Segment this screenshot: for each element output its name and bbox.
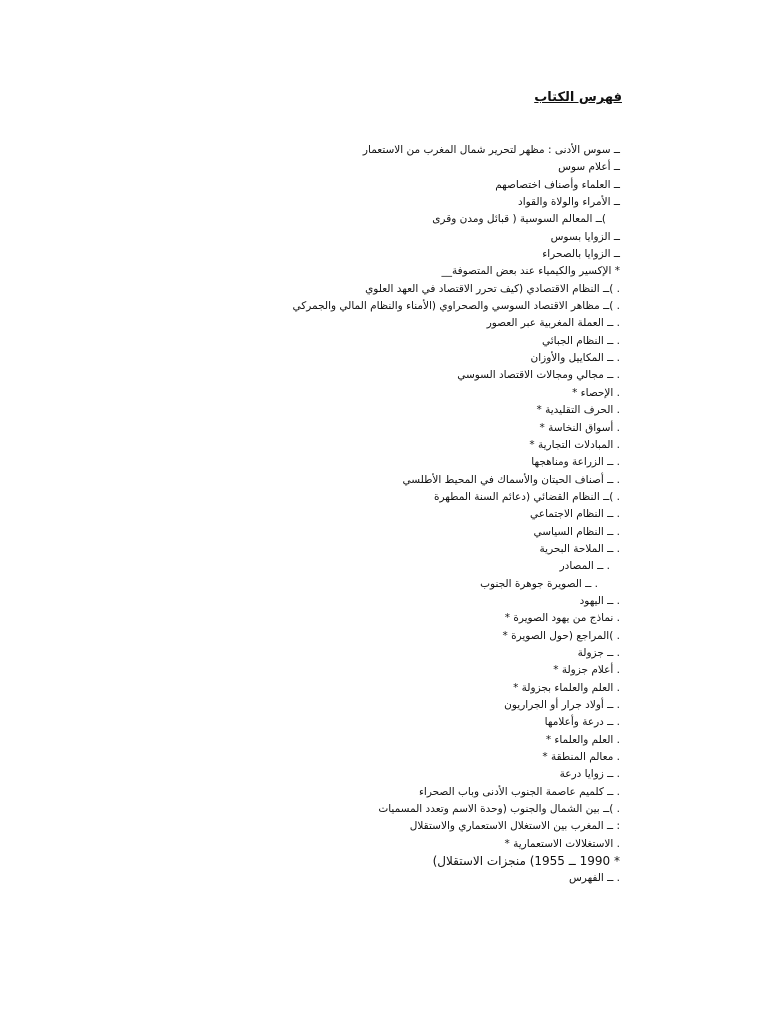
toc-entry: . ــ النظام الجبائي [541, 334, 620, 347]
toc-entry: ــ العلماء وأصناف اختصاصهم [495, 178, 620, 191]
toc-entry: * الإكسير والكيمياء عند بعض المتصوفة__ [441, 265, 620, 278]
toc-entry: . )المراجع (حول الصويرة * [502, 629, 620, 642]
toc-entry: . ــ الفهرس [568, 872, 620, 885]
toc-entry: . ــ العملة المغربية عبر العصور [486, 317, 620, 330]
toc-entry: ــ الأمراء والولاة والقواد [518, 196, 620, 209]
toc-entry: . العلم والعلماء * [545, 733, 620, 746]
toc-entry: . أعلام جزولة * [553, 664, 620, 677]
toc-entry: . ــ جزولة [577, 646, 620, 659]
toc-entry: . ــ النظام السياسي [533, 525, 620, 538]
toc-entry: * 1990 ــ 1955) منجزات الاستقلال) [432, 854, 620, 869]
toc-entry: . ــ الصويرة جوهرة الجنوب [480, 577, 598, 590]
toc-entry: . ــ زوايا درعة [559, 768, 620, 781]
toc-entry: . العلم والعلماء بجزولة * [513, 681, 620, 694]
toc-entry: . )ــ النظام القضائي (دعائم السنة المطهرة [434, 490, 620, 503]
toc-entry: . ــ أصناف الحيتان والأسماك في المحيط الأطلسي [402, 473, 620, 486]
toc-entry: . الحرف التقليدية * [536, 404, 620, 417]
toc-entry: . ــ المكاييل والأوزان [530, 352, 620, 365]
toc-entry: . نماذج من يهود الصويرة * [504, 612, 620, 625]
toc-entry: . أسواق النخاسة * [539, 421, 620, 434]
toc-entry: . ــ مجالي ومجالات الاقتصاد السوسي [457, 369, 620, 382]
toc-entry: . المبادلات التجارية * [529, 438, 620, 451]
toc-entry: . الاستغلالات الاستعمارية * [504, 837, 620, 850]
table-of-contents [100, 142, 620, 888]
document-title: فهرس الكتاب [534, 90, 622, 105]
toc-entry: . ــ النظام الاجتماعي [530, 508, 620, 521]
toc-entry: . )ــ النظام الاقتصادي (كيف تحرر الاقتصاد في العهد العلوي [365, 282, 620, 295]
toc-entry: . ــ درعة وأعلامها [544, 716, 620, 729]
toc-entry: . )ــ بين الشمال والجنوب (وحدة الاسم وتعدد المسميات [378, 803, 620, 816]
toc-entry: ــ أعلام سوس [558, 161, 620, 174]
toc-entry: ــ الزوايا بالصحراء [542, 248, 620, 261]
toc-entry: . معالم المنطقة * [542, 751, 620, 764]
toc-entry: . ــ المصادر [559, 560, 610, 573]
toc-entry: . ــ أولاد جرار أو الجراريون [504, 699, 620, 711]
toc-entry: . ــ الزراعة ومناهجها [531, 456, 620, 469]
toc-entry: ــ الزوايا بسوس [550, 230, 620, 243]
toc-entry: . الإحصاء * [572, 386, 620, 399]
toc-entry: ــ سوس الأدنى : مظهر لتحرير شمال المغرب من الاستعمار [362, 144, 620, 156]
toc-entry: : ــ المغرب بين الاستغلال الاستعماري والاستقلال [409, 820, 620, 833]
toc-entry: . ــ كلميم عاصمة الجنوب الأدنى وباب الصحراء [419, 785, 620, 798]
toc-entry: )ــ المعالم السوسية ( قبائل ومدن وقرى [432, 213, 606, 226]
toc-entry: . )ــ مظاهر الاقتصاد السوسي والصحراوي (الأمناء والنظام المالي والجمركي [292, 300, 620, 313]
toc-entry: . ــ اليهود [579, 594, 620, 607]
toc-entry: . ــ الملاحة البحرية [539, 542, 620, 555]
